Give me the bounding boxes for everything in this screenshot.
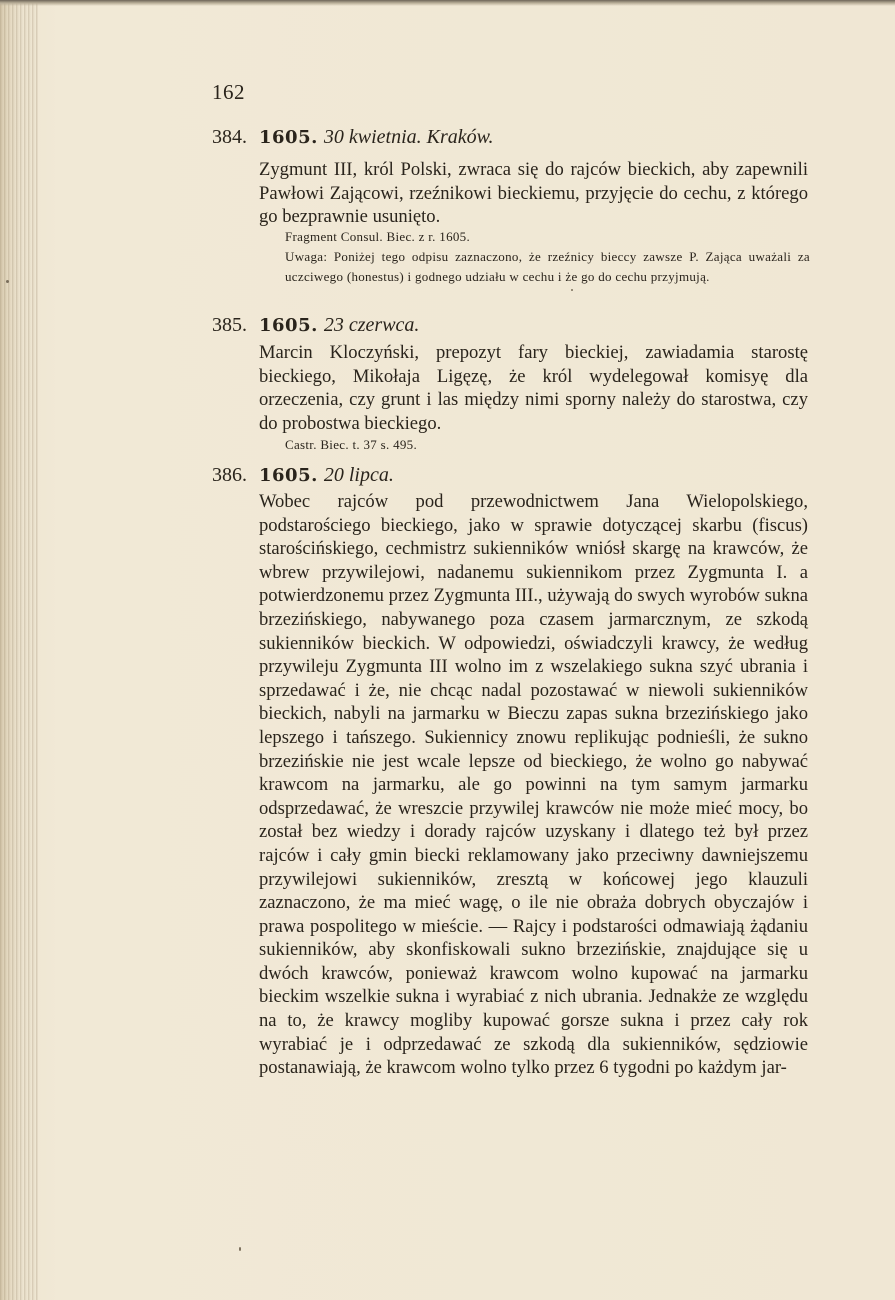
entry-date: 30 kwietnia. Kraków. xyxy=(323,126,494,148)
entry-body: Wobec rajców pod przewodnictwem Jana Wielopolskiego, podstarościego bieckiego, jako w sprawie dotyczącej skarbu (fiscus) starościńskiego, cechmistrz sukienników wniósł skargę na krawców, że wbrew przywilejowi, nadanemu sukiennikom przez Zygmunta I. a potwierdzonemu przez Zygmunta III., używają do swych wyrobów sukna brzezińskiego, nabywanego poza czasem jarmarcznym, ze szkodą sukienników bieckich. W odpowiedzi, oświadczyli krawcy, że według przywileju Zygmunta III wolno im z wszelakiego sukna szyć ubrania i sprzedawać i że, nie chcąc nadal pozostawać w niewoli sukienników bieckich, nabyli na jarmarku w Bieczu zapas sukna brzezińskiego jako lepszego i tańszego. Sukiennicy znowu replikując podnieśli, że sukno brzezińskie nie jest wcale lepsze od bieckiego, że wolno go nabywać krawcom na jarmarku, ale go powinni na tym samym jarmarku odsprzedawać, że wreszcie przywilej krawców nie może mieć mocy, bo został bez wiedzy i dorady rajców uzyskany i dlatego też był przez rajców i cały gmin biecki reklamowany jako przeciwny dawniejszemu przywilejowi sukienników, zresztą w końcowej jego klauzuli zaznaczono, że ma mieć wagę, o ile nie obraża dobrych obyczajów i prawa pospolitego w mieście. — Rajcy i podstarości odmawiają żądaniu sukienników, aby skonfiskowali sukno brzezińskie, znajdujące się u dwóch krawców, ponieważ krawcom wolno kupować na jarmarku bieckim wszelkie sukna i wyrabiać z nich ubrania. Jednakże ze względu na to, że krawcy mogliby kupować gorsze sukna i przez cały rok wyrabiać je i odprzedawać ze szkodą dla sukienników, sędziowie postanawiają, że krawcom wolno tylko przez 6 tygodni po każdym jar- xyxy=(259,491,808,1079)
entry-year: 1605. xyxy=(259,127,318,148)
entry-source: Castr. Biec. t. 37 s. 495. xyxy=(285,437,418,452)
page-speck xyxy=(239,1247,241,1251)
entry-note: Uwaga: Poniżej tego odpisu zaznaczono, że rzeźnicy bieccy zawsze P. Zająca uważali za uczciwego (honestus) i godnego udziału w cechu i że go do cechu przyjmują. xyxy=(285,249,810,284)
page-number: 162 xyxy=(212,80,245,104)
entry-date: 23 czerwca. xyxy=(323,314,420,336)
entry-year: 1605. xyxy=(259,465,318,486)
page-top-edge xyxy=(0,0,895,6)
entry-source: Fragment Consul. Biec. z r. 1605. xyxy=(285,229,471,244)
entry-date: 20 lipca. xyxy=(323,464,394,486)
entry-body: Zygmunt III, król Polski, zwraca się do rajców bieckich, aby zapewnili Pawłowi Zającowi, rzeźnikowi bieckiemu, przyjęcie do cechu, z którego go bezprawnie usunięto. xyxy=(259,159,808,228)
page-binding xyxy=(0,0,38,1300)
entry-body: Marcin Kloczyński, prepozyt fary bieckiej, zawiadamia starostę bieckiego, Mikołaja Ligęzę, że król wydelegował komisyę dla orzeczenia, czy grunt i las między nimi sporny należy do starostwa, czy do probostwa bieckiego. xyxy=(259,342,808,434)
page-speck xyxy=(571,289,573,291)
entry-number: 386. xyxy=(212,464,247,486)
entry-heading xyxy=(259,126,494,149)
entry-year: 1605. xyxy=(259,315,318,336)
page-speck xyxy=(6,280,9,283)
entry-heading xyxy=(259,464,394,487)
entry-heading xyxy=(259,314,419,337)
entry-number: 384. xyxy=(212,126,247,148)
entry-number: 385. xyxy=(212,314,247,336)
